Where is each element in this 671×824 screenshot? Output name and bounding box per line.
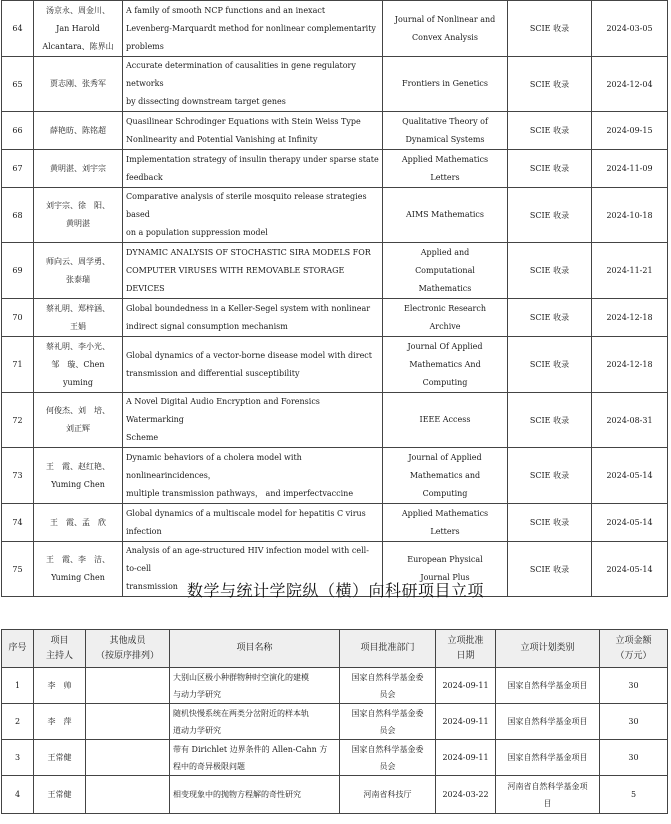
dept-line: 河南省科技厅 xyxy=(363,790,412,799)
author-line: 黄明湛、刘宇宗 xyxy=(50,163,106,173)
paper-journal xyxy=(383,299,508,337)
paper-title xyxy=(123,243,383,299)
projects-header-cell xyxy=(600,630,668,668)
paper-number: 72 xyxy=(2,393,34,448)
journal-line: Journal Plus xyxy=(420,573,470,582)
paper-journal xyxy=(383,393,508,448)
paper-authors xyxy=(34,393,123,448)
paper-authors xyxy=(34,448,123,504)
author-line: 汤京永、周金川、 xyxy=(46,5,110,15)
projects-header-cell xyxy=(496,630,600,668)
paper-index-status: SCIE 收录 xyxy=(508,112,592,150)
paper-journal xyxy=(383,57,508,112)
header-line: 项目名称 xyxy=(236,643,273,653)
title-line: A Novel Digital Audio Encryption and Forensics Watermarking xyxy=(126,397,320,424)
journal-line: Journal of Applied xyxy=(408,452,482,462)
plan-line: 目 xyxy=(543,798,552,808)
paper-title xyxy=(123,112,383,150)
plan-line: 河南省自然科学基金项 xyxy=(507,781,588,791)
paper-title xyxy=(123,299,383,337)
title-line: Global dynamics of a vector-borne disease model with direct xyxy=(126,350,372,360)
paper-date: 2024-05-14 xyxy=(592,448,668,504)
journal-line: Mathematics xyxy=(418,283,472,293)
project-row xyxy=(2,740,668,776)
header-line: 项目 xyxy=(50,635,69,646)
title-line: on a population suppression model xyxy=(126,228,268,237)
journal-line: Mathematics and xyxy=(409,470,481,480)
paper-authors xyxy=(34,57,123,112)
project-name xyxy=(170,704,340,740)
paper-authors xyxy=(34,1,123,57)
paper-index-status: SCIE 收录 xyxy=(508,337,592,393)
plan-line: 国家自然科学基金项目 xyxy=(507,753,588,762)
paper-journal xyxy=(383,1,508,57)
title-line: transmission and differential susceptibility xyxy=(126,368,300,378)
projects-header-cell xyxy=(436,630,496,668)
header-line: 序号 xyxy=(8,643,27,653)
title-line: Comparative analysis of sterile mosquito release strategies based xyxy=(126,192,367,219)
paper-journal xyxy=(383,243,508,299)
paper-title xyxy=(123,393,383,448)
journal-line: Mathematics And xyxy=(409,359,481,369)
author-line: yuming xyxy=(62,377,94,387)
author-line: 刘宇宗、徐 阳、 xyxy=(46,201,110,210)
paper-row xyxy=(2,393,668,448)
header-line: 项目批准部门 xyxy=(360,643,415,653)
title-line: by dissecting downstream target genes xyxy=(126,97,286,106)
journal-line: Electronic Research xyxy=(403,303,487,313)
papers-table-body xyxy=(2,1,668,597)
author-line: 何俊杰、刘 培、 xyxy=(46,406,110,415)
paper-date: 2024-12-18 xyxy=(592,337,668,393)
author-line: Alcantara、陈界山 xyxy=(42,41,114,51)
paper-number: 65 xyxy=(2,57,34,112)
project-name-line: 程中的奇异极限问题 xyxy=(173,761,245,771)
title-line: problems xyxy=(126,41,164,51)
paper-row xyxy=(2,243,668,299)
project-name-line: 大别山区极小种群物种时空演化的建模 xyxy=(173,672,309,682)
paper-title xyxy=(123,188,383,243)
title-line: Nonlinearity and Potential Vanishing at Infinity xyxy=(126,134,318,144)
paper-journal xyxy=(383,504,508,542)
project-row xyxy=(2,776,668,814)
title-line: Quasilinear Schrodinger Equations with Stein Weiss Type xyxy=(126,116,361,126)
paper-row xyxy=(2,1,668,57)
paper-title xyxy=(123,57,383,112)
title-line: Global dynamics of a multiscale model for hepatitis C virus xyxy=(126,508,366,518)
paper-title xyxy=(123,448,383,504)
dept-line: 国家自然科学基金委 xyxy=(351,672,424,682)
paper-journal xyxy=(383,150,508,188)
paper-row xyxy=(2,337,668,393)
title-line: infection xyxy=(126,526,162,536)
paper-number: 68 xyxy=(2,188,34,243)
project-name-line: 道动力学研究 xyxy=(173,725,221,735)
project-number: 3 xyxy=(2,740,34,776)
paper-number: 69 xyxy=(2,243,34,299)
paper-date: 2024-12-18 xyxy=(592,299,668,337)
project-members xyxy=(86,776,170,814)
title-line: Analysis of an age-structured HIV infection model with cell-to-cell xyxy=(126,546,369,573)
paper-title xyxy=(123,504,383,542)
paper-date: 2024-11-21 xyxy=(592,243,668,299)
paper-index-status: SCIE 收录 xyxy=(508,1,592,57)
author-line: 张泰瑞 xyxy=(66,274,90,284)
journal-line: Computing xyxy=(422,377,468,387)
projects-header-cell xyxy=(34,630,86,668)
project-leader: 李 萍 xyxy=(34,704,86,740)
journal-line: Computational xyxy=(415,265,475,275)
title-line: transmission xyxy=(126,582,178,591)
project-amount: 5 xyxy=(600,776,668,814)
project-members xyxy=(86,668,170,704)
journal-line: Frontiers in Genetics xyxy=(402,79,488,88)
paper-authors xyxy=(34,299,123,337)
author-line: 王 霞、赵红艳、 xyxy=(46,461,110,471)
project-row xyxy=(2,704,668,740)
header-line: （万元） xyxy=(615,650,652,661)
paper-index-status: SCIE 收录 xyxy=(508,504,592,542)
project-members xyxy=(86,740,170,776)
journal-line: Applied Mathematics xyxy=(401,508,489,518)
paper-row xyxy=(2,299,668,337)
paper-journal xyxy=(383,188,508,243)
journal-line: AIMS Mathematics xyxy=(406,210,484,219)
paper-index-status: SCIE 收录 xyxy=(508,57,592,112)
author-line: 蔡礼明、李小光、 xyxy=(46,341,110,351)
projects-header-cell xyxy=(86,630,170,668)
paper-number: 67 xyxy=(2,150,34,188)
paper-number: 73 xyxy=(2,448,34,504)
paper-date: 2024-12-04 xyxy=(592,57,668,112)
journal-line: Archive xyxy=(429,321,461,331)
title-line: Implementation strategy of insulin therapy under sparse state xyxy=(126,154,379,164)
header-line: 主持人 xyxy=(45,650,73,661)
project-date: 2024-09-11 xyxy=(436,740,496,776)
paper-row xyxy=(2,57,668,112)
author-line: 蔡礼明、郑梓涵、 xyxy=(46,303,110,313)
title-line: A family of smooth NCP functions and an inexact xyxy=(126,5,326,15)
paper-number: 75 xyxy=(2,542,34,597)
paper-authors xyxy=(34,150,123,188)
project-name-line: 与动力学研究 xyxy=(173,689,221,699)
project-plan xyxy=(496,704,600,740)
project-dept xyxy=(340,740,436,776)
project-name xyxy=(170,668,340,704)
paper-authors xyxy=(34,504,123,542)
paper-number: 66 xyxy=(2,112,34,150)
author-line: Yuming Chen xyxy=(51,479,105,489)
paper-row xyxy=(2,448,668,504)
dept-line: 员会 xyxy=(379,725,396,735)
project-date: 2024-03-22 xyxy=(436,776,496,814)
paper-number: 64 xyxy=(2,1,34,57)
journal-line: Letters xyxy=(430,526,460,536)
paper-row xyxy=(2,150,668,188)
paper-date: 2024-05-14 xyxy=(592,504,668,542)
author-line: Yuming Chen xyxy=(51,573,105,582)
project-dept xyxy=(340,704,436,740)
title-line: indirect signal consumption mechanism xyxy=(126,321,288,331)
projects-header-cell xyxy=(340,630,436,668)
project-number: 1 xyxy=(2,668,34,704)
journal-line: Letters xyxy=(430,172,460,182)
title-line: Dynamic behaviors of a cholera model with nonlinearincidences， xyxy=(126,452,302,480)
journal-line: Applied Mathematics xyxy=(401,154,489,164)
paper-date: 2024-03-05 xyxy=(592,1,668,57)
project-name xyxy=(170,776,340,814)
paper-index-status: SCIE 收录 xyxy=(508,299,592,337)
paper-index-status: SCIE 收录 xyxy=(508,188,592,243)
project-name-line: 相变现象中的抛物方程解的奇性研究 xyxy=(173,790,301,799)
author-line: 黄明湛 xyxy=(66,219,90,228)
paper-index-status: SCIE 收录 xyxy=(508,448,592,504)
project-leader: 王常健 xyxy=(34,776,86,814)
journal-line: Journal of Nonlinear and xyxy=(394,14,496,24)
author-line: 邹 璇、Chen xyxy=(51,359,105,369)
journal-line: Journal Of Applied xyxy=(407,341,483,351)
header-line: 其他成员 xyxy=(109,635,146,646)
author-line: 王 霞、孟 欣 xyxy=(50,517,106,527)
author-line: 王娟 xyxy=(70,321,86,331)
paper-title xyxy=(123,337,383,393)
journal-line: European Physical xyxy=(407,555,483,564)
project-number: 2 xyxy=(2,704,34,740)
dept-line: 员会 xyxy=(379,689,396,699)
header-line: 立项计划类别 xyxy=(520,643,575,653)
paper-journal xyxy=(383,337,508,393)
paper-date: 2024-10-18 xyxy=(592,188,668,243)
header-line: 立项金额 xyxy=(615,635,652,646)
author-line: 王 霞、李 洁、 xyxy=(46,555,110,564)
header-line: 立项批准 xyxy=(447,635,484,646)
project-leader: 李 帅 xyxy=(34,668,86,704)
project-plan xyxy=(496,776,600,814)
paper-row xyxy=(2,504,668,542)
projects-table-body xyxy=(2,668,668,814)
projects-table xyxy=(1,629,668,814)
paper-journal xyxy=(383,448,508,504)
journal-line: Dynamical Systems xyxy=(405,134,485,144)
title-line: Global boundedness in a Keller-Segel system with nonlinear xyxy=(126,303,371,313)
journal-line: Applied and xyxy=(420,247,470,257)
paper-authors xyxy=(34,188,123,243)
dept-line: 员会 xyxy=(379,761,396,771)
paper-title xyxy=(123,1,383,57)
section-title: 数学与统计学院纵（横）向科研项目立项 xyxy=(186,581,484,600)
project-number: 4 xyxy=(2,776,34,814)
title-line: feedback xyxy=(126,172,163,182)
header-line: （按原序排列） xyxy=(95,650,159,661)
title-line: Accurate determination of causalities in gene regulatory networks xyxy=(126,61,356,88)
dept-line: 国家自然科学基金委 xyxy=(351,708,424,718)
title-line: Scheme xyxy=(126,433,159,442)
journal-line: Qualitative Theory of xyxy=(402,116,488,126)
paper-authors xyxy=(34,337,123,393)
author-line: 薛艳昉、陈铭超 xyxy=(50,125,106,135)
paper-index-status: SCIE 收录 xyxy=(508,393,592,448)
project-name-line: 带有 Dirichlet 边界条件的 Allen-Cahn 方 xyxy=(173,744,328,754)
project-leader: 王常健 xyxy=(34,740,86,776)
dept-line: 国家自然科学基金委 xyxy=(351,744,424,754)
project-amount: 30 xyxy=(600,668,668,704)
journal-line: Computing xyxy=(422,488,468,498)
author-line: 师向云、周学勇、 xyxy=(46,256,110,266)
project-name xyxy=(170,740,340,776)
project-date: 2024-09-11 xyxy=(436,704,496,740)
project-row xyxy=(2,668,668,704)
paper-journal xyxy=(383,112,508,150)
project-plan xyxy=(496,668,600,704)
paper-index-status: SCIE 收录 xyxy=(508,150,592,188)
project-plan xyxy=(496,740,600,776)
paper-index-status: SCIE 收录 xyxy=(508,243,592,299)
paper-number: 71 xyxy=(2,337,34,393)
title-line: DYNAMIC ANALYSIS OF STOCHASTIC SIRA MODELS FOR xyxy=(126,247,371,257)
projects-header-row xyxy=(2,630,668,668)
project-members xyxy=(86,704,170,740)
paper-date: 2024-08-31 xyxy=(592,393,668,448)
projects-header-cell xyxy=(170,630,340,668)
paper-authors xyxy=(34,112,123,150)
journal-line: Convex Analysis xyxy=(412,32,478,42)
title-line: COMPUTER VIRUSES WITH REMOVABLE STORAGE xyxy=(126,265,345,275)
paper-number: 74 xyxy=(2,504,34,542)
project-date: 2024-09-11 xyxy=(436,668,496,704)
paper-number: 70 xyxy=(2,299,34,337)
author-line: Jan Harold xyxy=(56,23,100,33)
paper-row xyxy=(2,112,668,150)
project-dept xyxy=(340,668,436,704)
project-amount: 30 xyxy=(600,740,668,776)
projects-header-cell xyxy=(2,630,34,668)
paper-title xyxy=(123,150,383,188)
paper-row xyxy=(2,188,668,243)
paper-date: 2024-05-14 xyxy=(592,542,668,597)
paper-date: 2024-11-09 xyxy=(592,150,668,188)
header-line: 日期 xyxy=(456,650,475,661)
paper-authors xyxy=(34,243,123,299)
paper-date: 2024-09-15 xyxy=(592,112,668,150)
title-line: multiple transmission pathways， and imperfectvaccine xyxy=(126,488,354,498)
title-line: DEVICES xyxy=(126,283,165,293)
papers-table xyxy=(1,0,668,597)
project-name-line: 随机快慢系统在两类分岔附近的样本轨 xyxy=(173,708,309,718)
author-line: 贾志刚、张秀军 xyxy=(50,79,106,88)
author-line: 刘正辉 xyxy=(66,424,90,433)
project-dept xyxy=(340,776,436,814)
project-amount: 30 xyxy=(600,704,668,740)
journal-line: IEEE Access xyxy=(419,415,471,424)
paper-index-status: SCIE 收录 xyxy=(508,542,592,597)
plan-line: 国家自然科学基金项目 xyxy=(507,681,588,690)
plan-line: 国家自然科学基金项目 xyxy=(507,717,588,726)
title-line: Levenberg-Marquardt method for nonlinear complementarity xyxy=(126,23,376,33)
